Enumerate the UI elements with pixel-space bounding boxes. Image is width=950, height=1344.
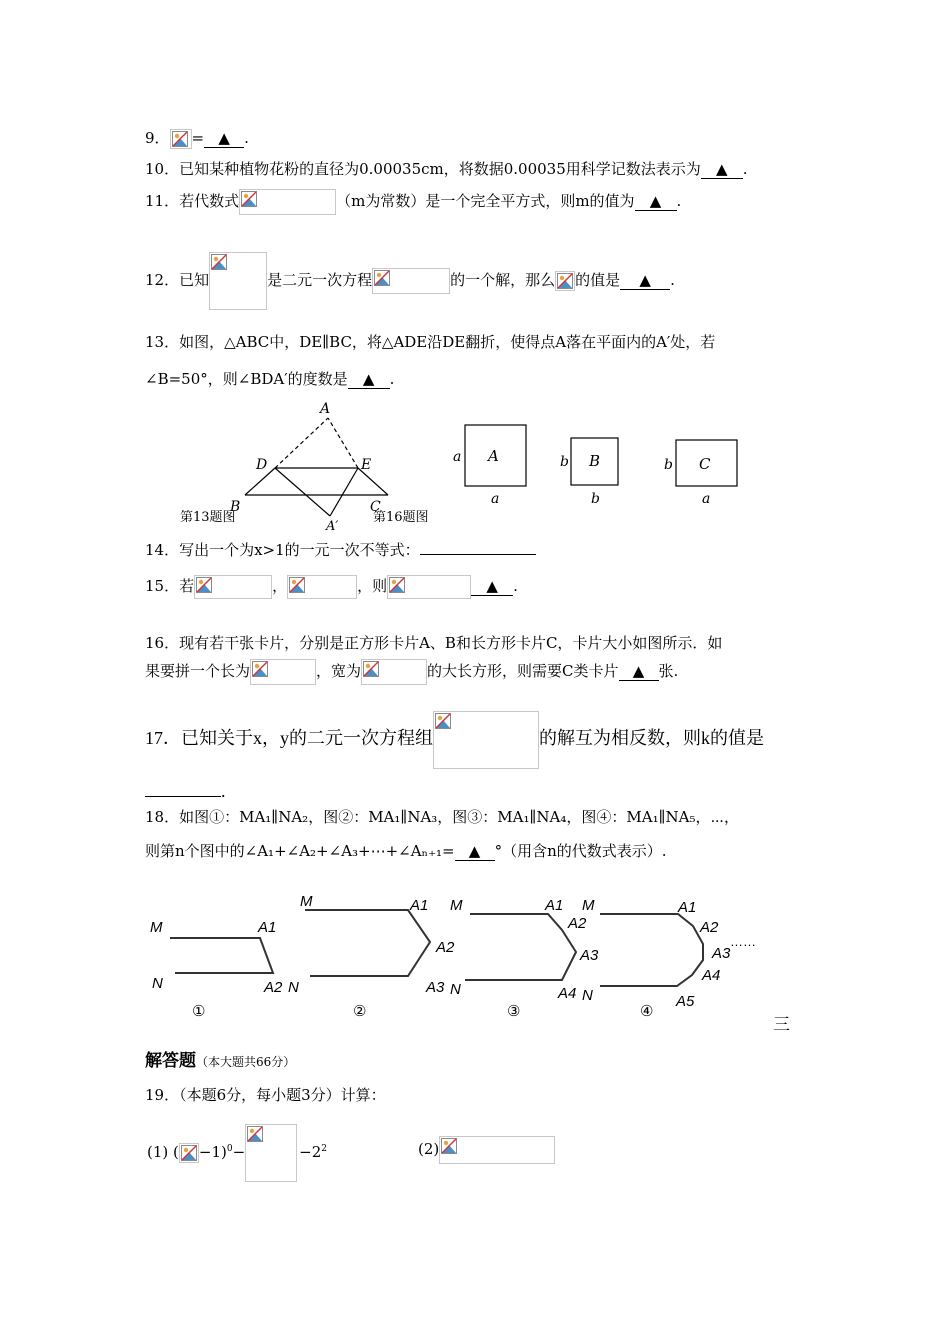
image-placeholder <box>433 711 539 769</box>
image-placeholder <box>250 659 316 685</box>
image-placeholder <box>194 575 272 599</box>
svg-text:N: N <box>288 979 299 996</box>
svg-text:b: b <box>560 454 569 470</box>
question-19: 19．（本题6分，每小题3分）计算： <box>145 1086 386 1104</box>
answer-blank <box>420 538 536 555</box>
figure-16 <box>448 418 748 510</box>
figure-13 <box>220 398 390 534</box>
image-placeholder <box>239 189 336 215</box>
figure-13-caption: 第13题图 <box>180 510 236 525</box>
svg-text:M: M <box>150 919 163 936</box>
svg-text:A: A <box>488 447 499 465</box>
svg-text:N: N <box>152 975 163 992</box>
question-10: 10．已知某种植物花粉的直径为0.00035cm，将数据0.00035用科学记数法表示为 ▲ . <box>145 160 748 178</box>
answer-blank: ▲ <box>204 129 244 148</box>
question-18-line2: 则第n个图中的∠A₁+∠A₂+∠A₃+⋯+∠Aₙ₊₁= ▲ °（用含n的代数式表示）. <box>145 842 667 860</box>
svg-text:M: M <box>582 897 595 914</box>
answer-blank <box>145 776 221 797</box>
label-a: A <box>320 401 331 417</box>
image-placeholder <box>209 252 267 310</box>
segment-da-prime <box>275 468 330 516</box>
image-placeholder <box>555 271 575 291</box>
svg-text:A1: A1 <box>258 919 277 936</box>
label-c: C <box>370 499 381 515</box>
segment-ea-prime <box>330 468 358 516</box>
answer-blank: ▲ <box>471 577 513 596</box>
image-placeholder <box>287 575 357 599</box>
answer-blank: ▲ <box>348 370 390 389</box>
svg-text:①: ① <box>192 1003 206 1020</box>
svg-text:A3: A3 <box>712 945 731 962</box>
section-heading: 解答题（本大题共66分） <box>145 1051 296 1071</box>
figure-18-panel-1 <box>150 919 283 1020</box>
figure-16-caption: 第16题图 <box>373 510 429 525</box>
svg-text:b: b <box>591 491 600 507</box>
label-e: E <box>361 457 372 473</box>
image-placeholder <box>245 1124 297 1182</box>
svg-text:C: C <box>699 455 711 473</box>
svg-text:N: N <box>450 981 461 998</box>
figure-18 <box>140 880 780 1025</box>
answer-blank: ▲ <box>635 192 677 211</box>
svg-text:A5: A5 <box>676 993 695 1010</box>
label-b: B <box>230 499 241 515</box>
segment-ea-dashed <box>328 418 358 468</box>
svg-text:A3: A3 <box>580 947 599 964</box>
segment-da-dashed <box>275 418 328 468</box>
section-number: 三 <box>773 1015 790 1035</box>
label-d: D <box>256 457 268 473</box>
svg-text:a: a <box>702 491 711 507</box>
question-16-line2: 果要拼一个长为 ，宽为 的大长方形，则需要C类卡片 ▲ 张. <box>145 659 678 685</box>
svg-text:M: M <box>300 893 313 910</box>
svg-text:A2: A2 <box>436 939 455 956</box>
figure-18-panel-3 <box>450 897 599 1020</box>
svg-text:A2: A2 <box>264 979 283 996</box>
figure-18-panel-4 <box>582 897 756 1020</box>
image-placeholder <box>387 575 471 599</box>
svg-text:A4: A4 <box>558 985 577 1002</box>
svg-text:M: M <box>450 897 463 914</box>
question-17: 17．已知关于x，y的二元一次方程组 的解互为相反数，则k的值是 <box>145 711 764 769</box>
question-12: 12．已知 是二元一次方程 的一个解，那么 的值是 ▲ . <box>145 252 675 310</box>
question-19-part-1: (1) ( −1)$^0$− $-2^2$ <box>147 1124 327 1182</box>
svg-text:A4: A4 <box>702 967 721 984</box>
svg-text:A1: A1 <box>410 897 429 914</box>
svg-text:B: B <box>589 452 601 470</box>
answer-blank: ▲ <box>455 842 495 861</box>
svg-text:④: ④ <box>640 1003 654 1020</box>
question-14: 14．写出一个为x>1的一元一次不等式： <box>145 538 536 560</box>
question-11: 11．若代数式 （m为常数）是一个完全平方式，则m的值为 ▲ . <box>145 189 681 215</box>
image-placeholder <box>439 1136 555 1164</box>
label-a-prime: A′ <box>326 519 339 534</box>
question-13-line1: 13．如图，△ABC中，DE∥BC，将△ADE沿DE翻折，使得点A落在平面内的A′处，若 <box>145 333 716 351</box>
svg-text:b: b <box>664 457 673 473</box>
question-16-line1: 16．现有若干张卡片，分别是正方形卡片A、B和长方形卡片C，卡片大小如图所示．如 <box>145 634 723 652</box>
svg-text:……: …… <box>730 934 756 949</box>
question-17-answer: . <box>145 776 226 802</box>
answer-blank: ▲ <box>619 662 659 681</box>
question-9: 9． = ▲ . <box>145 129 249 147</box>
svg-text:A2: A2 <box>700 919 719 936</box>
question-19-part-2: (2) <box>418 1136 555 1164</box>
question-15: 15．若 ， ，则 ▲ . <box>145 575 518 599</box>
svg-text:A3: A3 <box>426 979 445 996</box>
svg-text:A1: A1 <box>678 899 697 916</box>
image-placeholder <box>179 1143 199 1163</box>
answer-blank: ▲ <box>620 271 670 290</box>
question-18-line1: 18．如图①：MA₁∥NA₂，图②：MA₁∥NA₃，图③：MA₁∥NA₄，图④：MA₁∥NA₅，⋯， <box>145 808 740 826</box>
image-placeholder <box>170 129 192 149</box>
svg-text:a: a <box>491 491 500 507</box>
svg-text:a: a <box>453 449 462 465</box>
svg-text:②: ② <box>353 1003 367 1020</box>
svg-text:N: N <box>582 987 593 1004</box>
svg-text:A2: A2 <box>568 915 587 932</box>
answer-blank: ▲ <box>701 160 743 179</box>
image-placeholder <box>372 268 450 294</box>
question-13-line2: ∠B=50°，则∠BDA′的度数是 ▲ . <box>145 370 395 388</box>
figure-18-panel-2 <box>288 893 455 1020</box>
svg-text:A1: A1 <box>545 897 564 914</box>
svg-text:③: ③ <box>507 1003 521 1020</box>
image-placeholder <box>361 659 427 685</box>
